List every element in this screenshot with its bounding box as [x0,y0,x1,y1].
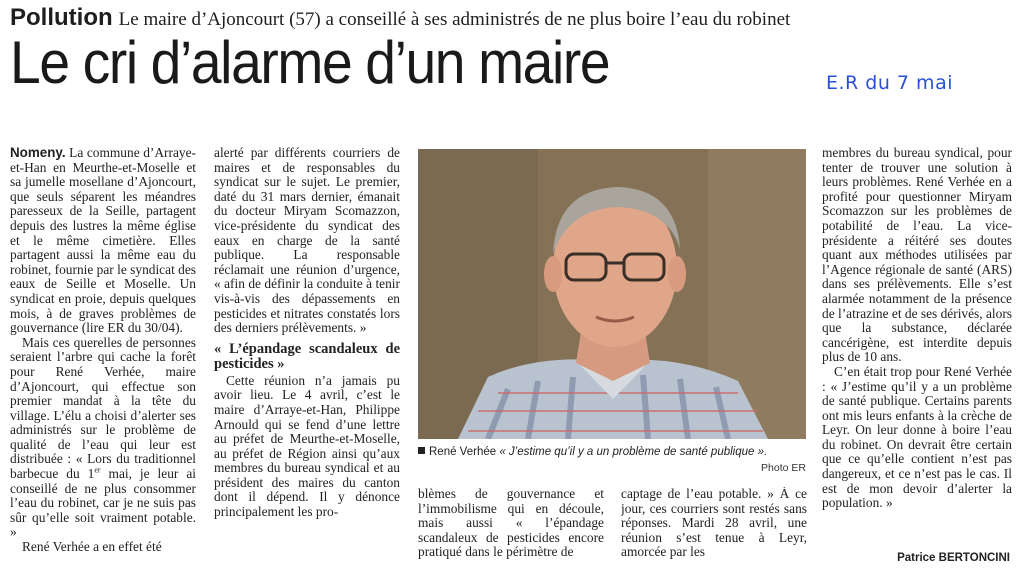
kicker [10,4,790,30]
caption-quote: « J’estime qu’il y a un problème de santé publique ». [496,446,768,458]
photo-credit: Photo ER [761,462,806,474]
article-column-4 [822,146,1012,542]
paragraph: blèmes de gouvernance et l’immobilisme qui en découle, mais aussi « l’épandage scandaleux de pesticides encore pratiqué dans le périmètre de [418,487,604,560]
photo-caption [418,446,806,458]
paragraph: C’en était trop pour René Verhée : « J’estime qu’il y a un problème de santé publique. Certains parents ont mis leurs enfants à la crèche de Leyr. On leur donne à boire l’eau du robinet. On devrait être certain que ce qu’elle contient n’est pas dangereux, et ce n’est pas le cas. Il est de mon devoir d’alerter la population. » [822,363,1012,511]
article-column-1 [10,146,196,574]
article-column-2 [214,146,400,574]
paragraph: Cette réunion n’a jamais pu avoir lieu. Le 4 avril, c’est le maire d’Arraye-et-Han, Philippe Arnould qui se fend d’une lettre au préfet de Meurthe-et-Moselle, au préfet de Région ainsi qu’aux membres du bureau syndical et au président des maires du canton dont il dépend. Il y dénonce principalement les pro- [214,372,400,520]
kicker-summary: Le maire d’Ajoncourt (57) a conseillé à ses administrés de ne plus boire l’eau du robinet [118,9,791,30]
paragraph: membres du bureau syndical, pour tenter de trouver une solution à leurs problèmes. René Verhée en a profité pour questionner Miryam Scomazzon sur les problèmes de potabilité de l’eau. La vice-présidente a réitéré ses doutes quant aux méthodes utilisées par l’Agence régionale de santé (ARS) dans ses prélèvements. Elle s’est alarmée notamment de la présence de l’atrazine et de ses dérivés, alors que la substance, déclarée cancérigène, est interdite depuis plus de 10 ans. [822,146,1012,365]
edition-note: E.R du 7 mai [826,72,953,94]
byline: Patrice BERTONCINI [897,552,1010,564]
article-column-3a [418,487,604,576]
paragraph: alerté par différents courriers de maires et de responsables du syndicat sur le sujet. Le premier, daté du 31 mars dernier, émanait du docteur Miryam Scomazzon, vice-présidente du syndicat des eaux en charge de la santé publique. La responsable réclamait une réunion d’urgence, « afin de définir la conduite à tenir vis-à-vis des dépassements en pesticides et nitrates constatés lors des derniers prélèvements. » [214,146,400,336]
portrait-photo [418,149,806,439]
section-label: Pollution [10,4,113,30]
intertitle: « L’épandage scandaleux de pesticides » [214,340,400,372]
portrait-illustration [418,149,806,439]
paragraph: René Verhée a en effet été [22,539,162,555]
caption-square-icon [418,447,425,454]
article-column-3b [621,487,807,576]
paragraph: Nomeny. La commune d’Arraye-et-Han en Meurthe-et-Moselle et sa jumelle mosellane d’Ajoncourt, que seuls séparent les méandres paresseux de la Seille, partagent depuis des lustres la même église et le même cimetière. Elles partagent aussi la même eau du robinet, fournie par le syndicat des eaux de Seille et Moselle. Un syndicat en proie, depuis quelques mois, à de graves problèmes de gouvernance (lire ER du 30/04). [10,146,196,336]
caption-name: René Verhée [429,446,497,458]
paragraph: captage de l’eau potable. » À ce jour, ces courriers sont restés sans réponses. Mardi 28 avril, une réunion s’est tenue à Leyr, amorcée par les [621,487,807,560]
paragraph: Mais ces querelles de personnes seraient l’arbre qui cache la forêt pour René Verhée, maire d’Ajoncourt, qui effectue son premier mandat à la tête du village. L’élu a choisi d’alerter ses administrés sur le problème de qualité de l’eau qui leur est distribuée : « Lors du traditionnel barbecue du 1er mai, je leur ai conseillé de ne plus consommer l’eau du robinet, car je ne suis pas sûr qu’elle soit vraiment potable. » [10,334,196,540]
dateline: Nomeny. [10,146,66,160]
headline: Le cri d’alarme d’un maire [10,29,610,96]
